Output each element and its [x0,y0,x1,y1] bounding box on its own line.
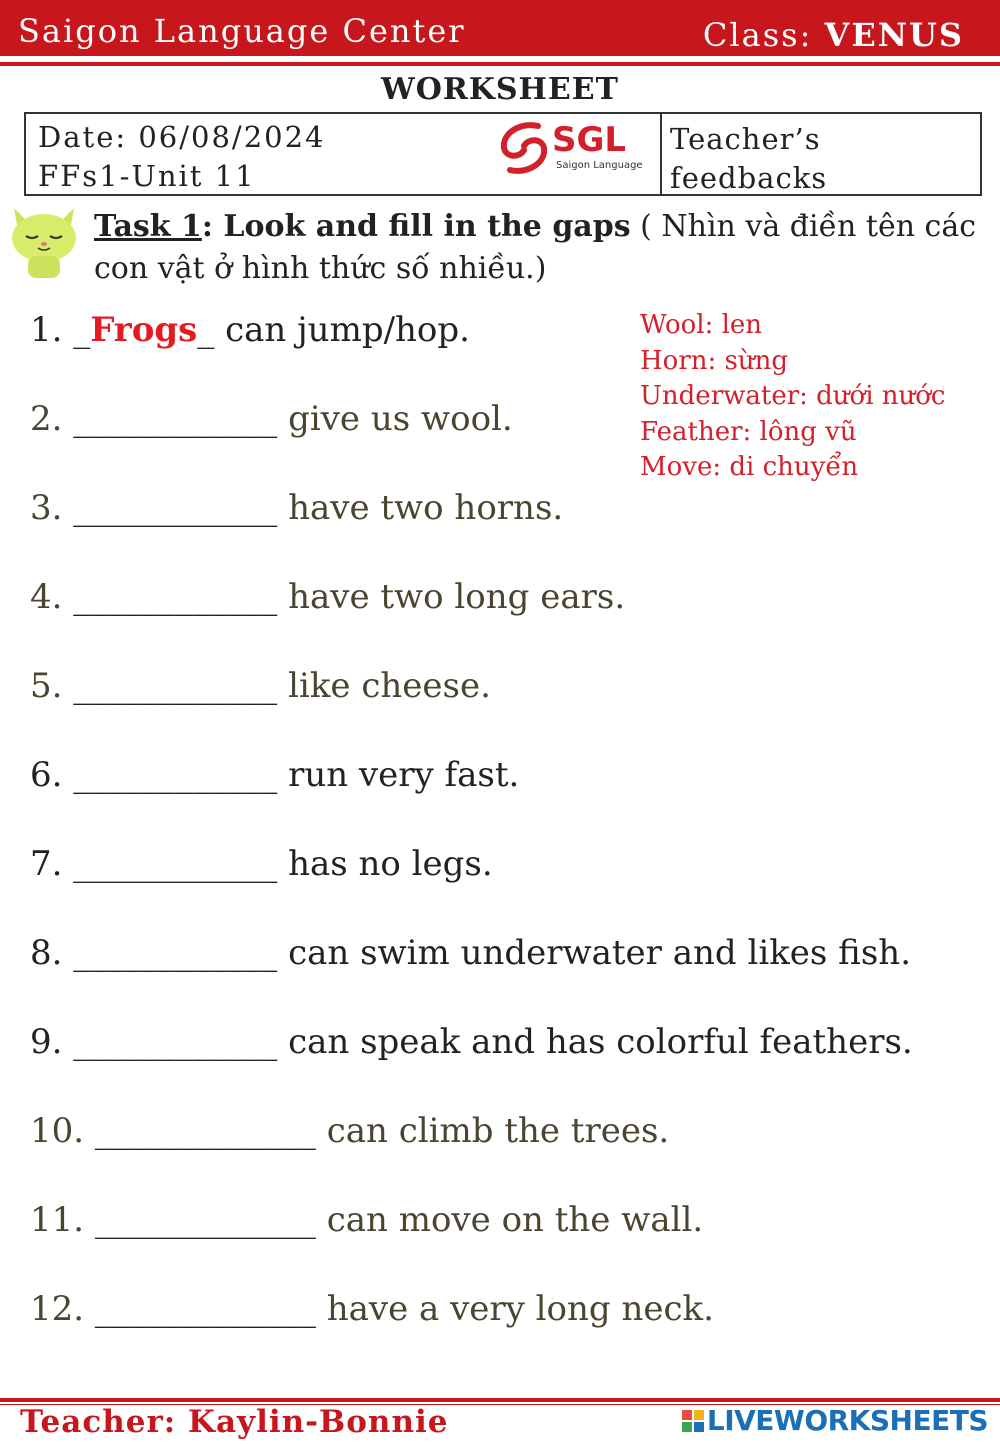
question-text: have two long ears. [277,577,626,617]
question-number: 8. [30,933,63,973]
class-value: VENUS [824,16,964,54]
teacher-name: Teacher: Kaylin-Bonnie [20,1404,449,1440]
liveworksheets-brand[interactable] [682,1404,988,1437]
task-label: Task 1 [94,209,202,244]
worksheet-title: WORKSHEET [381,72,619,107]
answer-suffix: _ [197,310,215,350]
answer-blank[interactable]: _____________ [94,1111,316,1151]
class-label: Class: [702,16,813,54]
question-text: have a very long neck. [315,1289,714,1329]
task-instruction: ( Nhìn và điền tên các con vật ở hình thức số nhiều.) [94,209,977,286]
question-number: 3. [30,488,63,528]
answer-prefix: _ [73,310,91,350]
task-heading [94,206,984,290]
answer-blank[interactable]: ____________ [73,933,278,973]
info-divider [660,114,662,194]
task-title: : Look and fill in the gaps [201,209,631,244]
vocab-item: Wool: len [640,310,763,340]
teacher-feedback [670,120,827,198]
question-text: can jump/hop. [214,310,470,350]
question-number: 1. [30,310,63,350]
question-8 [30,933,911,973]
question-2 [30,399,513,439]
vocab-item: Underwater: dưới nước [640,381,946,411]
logo-text: SGL [552,120,627,160]
vocab-item: Feather: lông vũ [640,416,857,447]
question-text: have two horns. [277,488,564,528]
question-5 [30,666,491,706]
question-text: can climb the trees. [315,1111,670,1151]
question-number: 5. [30,666,63,706]
logo-subtext: Saigon Language [556,160,643,171]
question-4 [30,577,625,617]
answer-blank[interactable]: ____________ [73,488,278,528]
brand-text: LIVEWORKSHEETS [706,1404,988,1437]
header-divider [0,62,1000,66]
answer-blank[interactable]: ____________ [73,666,278,706]
footer-divider [0,1398,1000,1402]
date-text: Date: 06/08/2024 [38,120,326,154]
question-text: give us wool. [277,399,513,439]
vocab-item: Horn: sừng [640,345,789,376]
answer-blank[interactable]: ____________ [73,577,278,617]
sgl-logo [494,118,654,178]
question-6 [30,755,519,795]
unit-text: FFs1-Unit 11 [38,159,256,193]
question-3 [30,488,563,528]
answer-blank[interactable]: ____________ [73,1022,278,1062]
question-number: 12. [30,1289,85,1329]
answer-field[interactable]: Frogs [90,310,198,350]
vocabulary-list [640,308,946,486]
question-number: 10. [30,1111,85,1151]
center-name: Saigon Language Center [18,12,466,50]
question-text: has no legs. [277,844,493,884]
info-box [24,112,982,196]
answer-blank[interactable]: _____________ [94,1200,316,1240]
class-info [703,16,964,54]
question-9 [30,1022,913,1062]
feedback-line1: Teacher’s [670,122,821,156]
question-10 [30,1111,669,1151]
feedback-line2: feedbacks [670,161,828,195]
question-12 [30,1289,714,1329]
cat-mascot-icon [4,200,84,280]
answer-blank[interactable]: ____________ [73,755,278,795]
question-text: can speak and has colorful feathers. [277,1022,913,1062]
question-number: 6. [30,755,63,795]
question-number: 2. [30,399,63,439]
question-number: 7. [30,844,63,884]
question-text: run very fast. [277,755,520,795]
question-1 [30,310,470,350]
question-text: like cheese. [277,666,491,706]
vocab-item: Move: di chuyển [640,452,859,482]
liveworksheets-logo-icon [682,1410,704,1432]
question-text: can move on the wall. [315,1200,704,1240]
answer-blank[interactable]: ____________ [73,844,278,884]
question-11 [30,1200,703,1240]
question-7 [30,844,493,884]
question-number: 9. [30,1022,63,1062]
sgl-swirl-icon [494,118,554,178]
answer-blank[interactable]: _____________ [94,1289,316,1329]
question-number: 11. [30,1200,85,1240]
question-text: can swim underwater and likes fish. [277,933,912,973]
question-number: 4. [30,577,63,617]
header-bar [0,0,1000,56]
answer-blank[interactable]: ____________ [73,399,278,439]
